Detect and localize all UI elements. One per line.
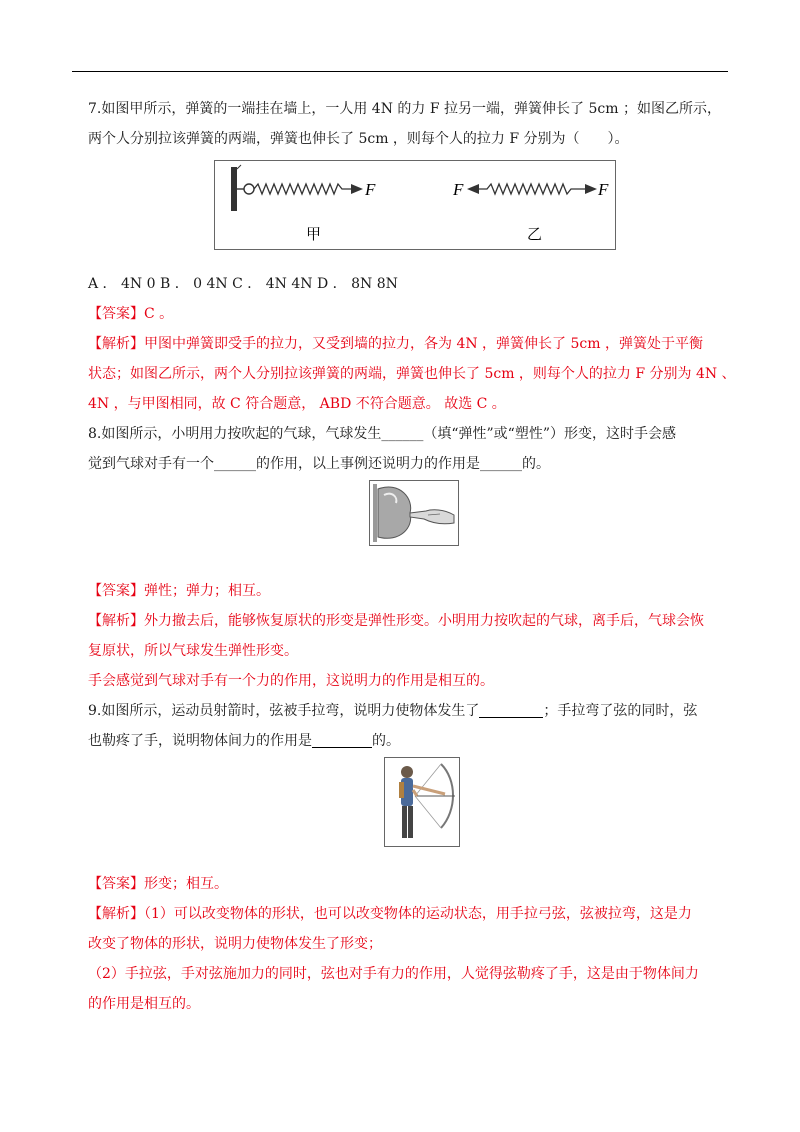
q8-analysis-line2: 复原状，所以气球发生弹性形变。 [88,643,298,659]
q8-stem-part: 的。 [522,456,550,472]
analysis-text: 甲图中弹簧即受手的拉力，又受到墙的拉力，各为 4N ，弹簧伸长了 5cm ，弹簧处于平衡 [144,336,703,352]
answer-text: C 。 [144,306,174,322]
q8-stem-part: 的作用，以上事例还说明力的作用是 [256,456,480,472]
archer-figure [384,757,460,847]
q9-stem-part: 也勒疼了手，说明物体间力的作用是 [88,733,312,749]
answer-text: 弹性；弹力；相互。 [144,583,270,599]
q9-answer [88,869,728,899]
balloon-figure [369,480,459,546]
force-label-left: F [453,180,464,199]
q7-analysis-line1 [88,329,728,359]
q8-stem-part: 觉到气球对手有一个 [88,456,214,472]
wall-icon [231,165,241,211]
analysis-tag: 【解析】 [88,906,144,922]
q8-analysis-line1 [88,606,728,636]
q9-stem-line2 [88,726,728,756]
arrow-icon [585,184,597,194]
force-label: F [365,180,376,199]
q8-stem-part: （填“弹性”或“塑性”）形变，这时手会感 [423,426,676,442]
q8-answer [88,576,728,606]
q9-stem-part: ；手拉弯了弦的同时，弦 [543,703,698,719]
q7-analysis-line2: 状态；如图乙所示，两个人分别拉该弹簧的两端，弹簧也伸长了 5cm ，则每个人的拉力 F 分别为 4N 、 [88,366,736,382]
q9-analysis-line1 [88,899,728,929]
blank: ______ [480,456,522,472]
label-jia: 甲 [306,225,322,243]
analysis-text: 外力撤去后，能够恢复原状的形变是弹性形变。小明用力按吹起的气球，离手后，气球会恢 [144,613,704,629]
q9-analysis-line3: （2）手拉弦，手对弦施加力的同时，弦也对手有力的作用，人觉得弦勒疼了手，这是由于物体间力 [88,966,699,982]
q9-analysis-line4: 的作用是相互的。 [88,996,200,1012]
q7-analysis-line3: 4N ，与甲图相同，故 C 符合题意， ABD 不符合题意。 故选 C 。 [88,396,506,412]
q7-options: A ． 4N 0 B ． 0 4N C ． 4N 4N D ． 8N 8N [88,276,398,292]
q8-stem-part: 8.如图所示，小明用力按吹起的气球，气球发生 [88,426,382,442]
q9-stem-line1 [88,696,728,726]
answer-tag: 【答案】 [88,583,144,599]
answer-tag: 【答案】 [88,876,144,892]
q9-stem-part: 的。 [372,733,400,749]
answer-tag: 【答案】 [88,306,144,322]
blank [312,731,372,748]
q9-analysis-line2: 改变了物体的形状，说明力使物体发生了形变； [88,936,382,952]
analysis-tag: 【解析】 [88,613,144,629]
arrow-icon [467,184,479,194]
spring-diagram [215,161,615,249]
blank [479,701,543,718]
blank: ______ [214,456,256,472]
spring-yi [479,184,585,194]
answer-text: 形变；相互。 [144,876,228,892]
balloon-press-icon [370,481,458,545]
analysis-text: （1）可以改变物体的形状，也可以改变物体的运动状态，用手拉弓弦，弦被拉弯，这是力 [144,906,692,922]
arrow-icon [351,184,363,194]
force-label-right: F [598,180,609,199]
q7-stem-line2: 两个人分别拉该弹簧的两端，弹簧也伸长了 5cm ，则每个人的拉力 F 分别为（ ）。 [88,131,629,147]
q7-answer [88,299,728,329]
header-rule [72,71,728,72]
spring-figure [214,160,616,250]
label-yi: 乙 [527,225,543,243]
spring-jia [254,184,351,194]
q8-stem-line2 [88,449,728,479]
q8-stem-line1 [88,419,728,449]
blank: ______ [381,426,424,442]
analysis-tag: 【解析】 [88,336,144,352]
q7-stem-line1: 7.如图甲所示，弹簧的一端挂在墙上，一人用 4N 的力 F 拉另一端，弹簧伸长了 5cm ；如图乙所示， [88,101,721,117]
q9-stem-part: 9.如图所示，运动员射箭时，弦被手拉弯，说明力使物体发生了 [88,703,480,719]
q8-analysis-line3: 手会感觉到气球对手有一个力的作用，这说明力的作用是相互的。 [88,673,494,689]
archer-icon [385,758,459,846]
